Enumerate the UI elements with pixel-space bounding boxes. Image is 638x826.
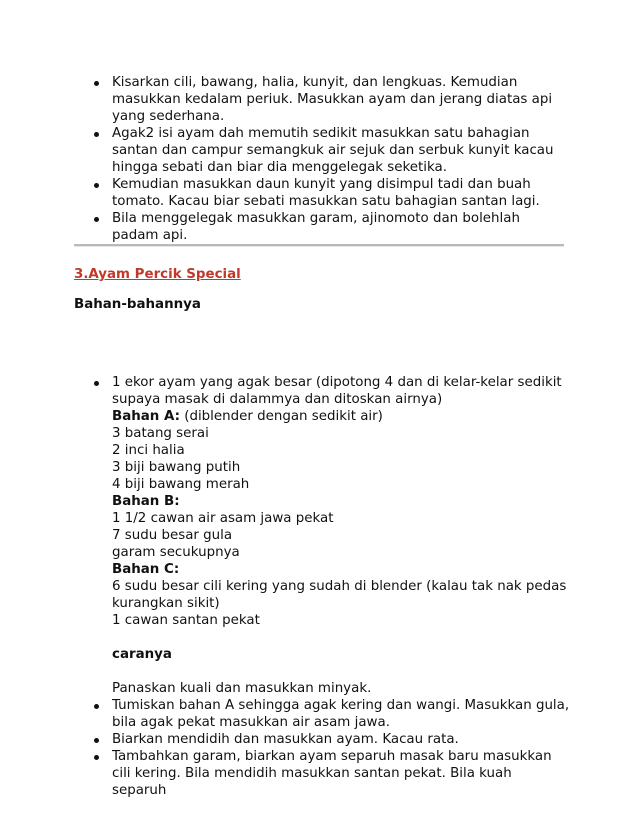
horizontal-divider	[74, 244, 564, 247]
bahan-a-label: Bahan A:	[112, 409, 180, 424]
ingredient-intro: 1 ekor ayam yang agak besar (dipotong 4 dan di kelar-kelar sedikit supaya masak di dalammya dan ditoskan airnya)	[112, 375, 562, 407]
ingredient-item: 3 batang serai	[112, 426, 209, 441]
caranya-label: caranya	[112, 647, 172, 662]
list-item: Kisarkan cili, bawang, halia, kunyit, dan lengkuas. Kemudian masukkan kedalam periuk. Masukkan ayam dan jerang diatas api yang sederhana.	[92, 74, 570, 125]
list-item: Kemudian masukkan daun kunyit yang disimpul tadi dan buah tomato. Kacau biar sebati masukkan satu bahagian santan lagi.	[92, 176, 570, 210]
list-item: Agak2 isi ayam dah memutih sedikit masukkan satu bahagian santan dan campur semangkuk air sejuk dan serbuk kunyit kacau hingga sebati dan biar dia menggelegak seketika.	[92, 125, 570, 176]
bullet-icon	[94, 217, 99, 222]
spacer	[112, 663, 570, 680]
list-item: Tambahkan garam, biarkan ayam separuh masak baru masukkan cili kering. Bila mendidih masukkan santan pekat. Bila kuah separuh	[92, 748, 570, 799]
recipe-list	[92, 374, 570, 799]
bahan-a-note: (diblender dengan sedikit air)	[179, 409, 383, 424]
ingredient-item: 7 sudu besar gula	[112, 528, 233, 543]
ingredient-item: garam secukupnya	[112, 545, 240, 560]
ingredient-item: 1 1/2 cawan air asam jawa pekat	[112, 511, 334, 526]
list-item: Bila menggelegak masukkan garam, ajinomoto dan bolehlah padam api.	[92, 210, 570, 244]
bullet-icon	[94, 132, 99, 137]
ingredients-heading: Bahan-bahannya	[74, 297, 201, 312]
list-item	[92, 374, 570, 697]
list-item: Biarkan mendidih dan masukkan ayam. Kacau rata.	[92, 731, 570, 748]
ingredient-item: 1 cawan santan pekat	[112, 613, 260, 628]
bahan-b-label: Bahan B:	[112, 494, 180, 509]
bullet-icon	[94, 81, 99, 86]
bahan-a-line	[112, 408, 570, 425]
spacer	[112, 629, 570, 646]
ingredient-item: 4 biji bawang merah	[112, 477, 250, 492]
bullet-icon	[94, 183, 99, 188]
bullet-icon	[94, 704, 99, 709]
bullet-icon	[94, 381, 99, 386]
ingredient-item: 2 inci halia	[112, 443, 185, 458]
cooking-steps-list	[92, 74, 570, 244]
section-title[interactable]: 3.Ayam Percik Special	[74, 267, 241, 282]
ingredient-item: 3 biji bawang putih	[112, 460, 241, 475]
ingredient-item: 6 sudu besar cili kering yang sudah di blender (kalau tak nak pedas kurangkan sikit)	[112, 579, 567, 611]
bullet-icon	[94, 755, 99, 760]
bahan-c-label: Bahan C:	[112, 562, 180, 577]
list-item: Tumiskan bahan A sehingga agak kering dan wangi. Masukkan gula, bila agak pekat masukkan air asam jawa.	[92, 697, 570, 731]
bullet-icon	[94, 738, 99, 743]
caranya-intro: Panaskan kuali dan masukkan minyak.	[112, 681, 372, 696]
